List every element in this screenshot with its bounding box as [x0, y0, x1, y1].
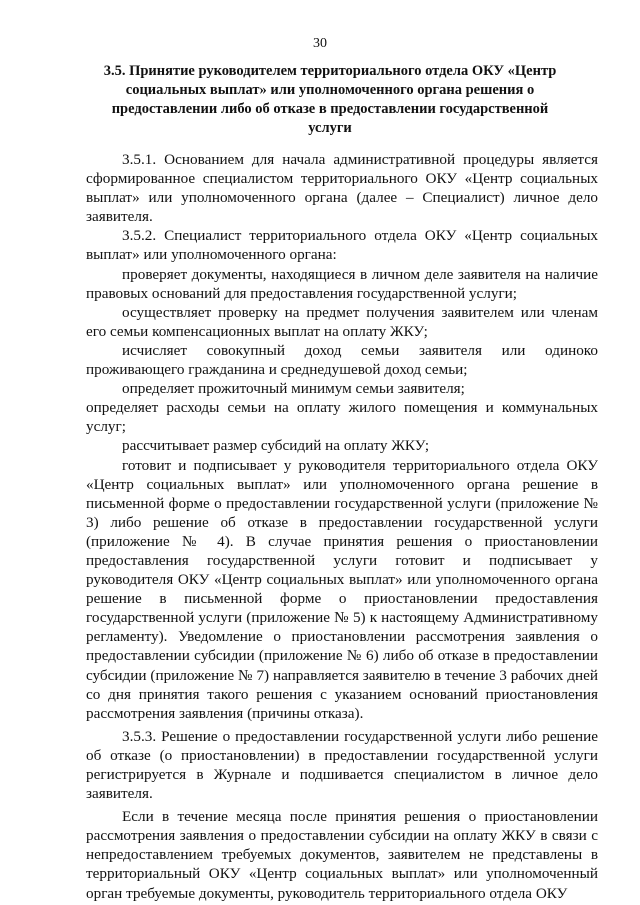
document-body — [86, 150, 598, 903]
paragraph-3-5-2: 3.5.2. Специалист территориального отдела ОКУ «Центр социальных выплат» или уполномоченного органа: — [86, 227, 598, 264]
list-item: готовит и подписывает у руководителя территориального отдела ОКУ «Центр социальных выплат» или уполномоченного органа решение в письменной форме о предоставлении государственной услуги (приложение № 3) либо решение об отказе в предоставлении государственной услуги (приложение № 4). В случае принятия решения о приостановлении предоставления государственной услуги готовит и подписывает у руководителя ОКУ «Центр социальных выплат» или уполномоченного органа решение в письменной форме о приостановлении предоставления государственной услуги (приложение № 5) к настоящему Административному регламенту). Уведомление о приостановлении рассмотрения заявления о предоставлении субсидии (приложение № 6) либо об отказе в предоставлении субсидии (приложение № 7) направляется заявителю в течение 3 рабочих дней со дня принятия такого решения с указанием оснований приостановления рассмотрения заявления (причины отказа). — [86, 456, 598, 722]
section-heading: 3.5. Принятие руководителем территориального отдела ОКУ «Центр социальных выплат» или уполномоченного органа решения о предоставлении либо об отказе в предоставлении государственной услуги — [103, 63, 557, 136]
list-item: осуществляет проверку на предмет получения заявителем или членам его семьи компенсационных выплат на оплату ЖКУ; — [86, 303, 598, 340]
list-item: проверяет документы, находящиеся в личном деле заявителя на наличие правовых оснований для предоставления государственной услуги; — [86, 265, 598, 302]
paragraph: Если в течение месяца после принятия решения о приостановлении рассмотрения заявления о предоставлении субсидии на оплату ЖКУ в связи с непредоставлением требуемых документов, заявителем не представлены в территориальный ОКУ «Центр социальных выплат» или уполномоченный орган требуемые документы, руководитель территориального отдела ОКУ — [86, 808, 598, 902]
list-item: исчисляет совокупный доход семьи заявителя или одиноко проживающего гражданина и среднедушевой доход семьи; — [86, 341, 598, 379]
list-item: рассчитывает размер субсидий на оплату ЖКУ; — [122, 437, 430, 455]
list-item: определяет расходы семьи на оплату жилого помещения и коммунальных услуг; — [86, 399, 598, 436]
paragraph-3-5-3: 3.5.3. Решение о предоставлении государственной услуги либо решение об отказе (о приостановлении) в предоставлении государственной услуги регистрируется в Журнале и подшивается специалистом в личное дело заявителя. — [86, 727, 598, 803]
list-item: определяет прожиточный минимум семьи заявителя; — [122, 380, 465, 398]
paragraph-3-5-1: 3.5.1. Основанием для начала административной процедуры является сформированное специалистом территориального ОКУ «Центр социальных выплат» или уполномоченного органа (далее – Специалист) личное дело заявителя. — [86, 151, 598, 226]
page-number: 30 — [313, 36, 327, 51]
